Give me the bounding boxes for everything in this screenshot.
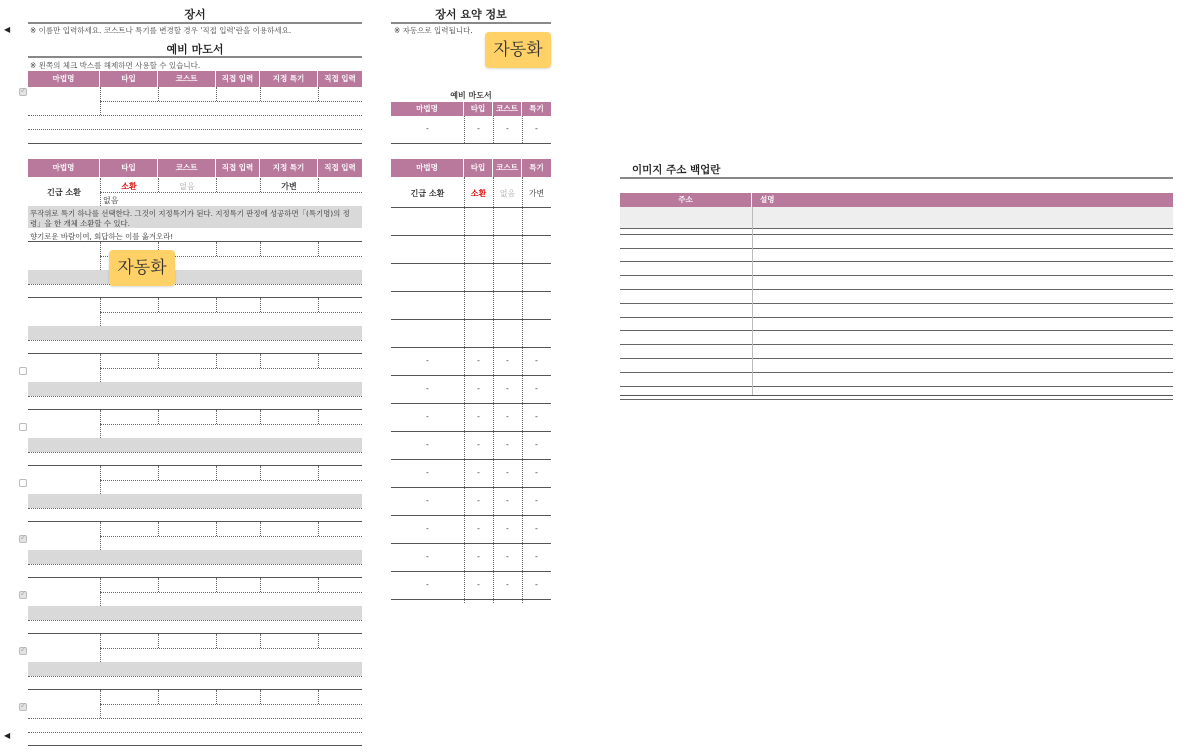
- summary-title-underline: [391, 22, 551, 24]
- summary-header: [391, 159, 551, 177]
- divider: [391, 263, 551, 264]
- summary-cell: -: [426, 580, 429, 589]
- divider: [28, 115, 362, 116]
- spell-checkbox[interactable]: [19, 703, 27, 711]
- spell-checkbox[interactable]: [19, 367, 27, 375]
- summary-cell: -: [535, 524, 538, 533]
- divider: [260, 410, 261, 424]
- summary-spell-cost: 없음: [499, 189, 516, 198]
- divider: [28, 241, 362, 242]
- summary-cell: -: [506, 440, 509, 449]
- spell-cost[interactable]: 없음: [179, 182, 195, 191]
- backup-address-cell[interactable]: [620, 373, 752, 386]
- divider: [100, 592, 362, 593]
- divider: [100, 648, 362, 649]
- backup-address-cell[interactable]: [620, 317, 752, 330]
- divider: [216, 522, 217, 536]
- col-skill: 지정 특기: [260, 71, 318, 87]
- divider: [391, 487, 551, 488]
- divider: [216, 410, 217, 424]
- col-type: 타입: [100, 159, 158, 177]
- divider: [318, 410, 319, 424]
- divider: [216, 298, 217, 312]
- backup-description-cell[interactable]: [753, 207, 1173, 220]
- divider: [318, 522, 319, 536]
- divider: [100, 480, 362, 481]
- divider: [100, 704, 362, 705]
- summary-cell: -: [426, 496, 429, 505]
- col-spell-name: 마법명: [28, 71, 100, 87]
- backup-address-cell[interactable]: [620, 359, 752, 372]
- divider: [100, 536, 362, 537]
- backup-description-cell[interactable]: [753, 262, 1173, 275]
- summary-yebi-title: 예비 마도서: [450, 91, 492, 100]
- backup-description-cell[interactable]: [753, 359, 1173, 372]
- summary-cell: -: [506, 384, 509, 393]
- spell-chant[interactable]: 향기로운 바람이여, 회답하는 이를 옮겨오라!: [30, 232, 174, 241]
- spell-skill[interactable]: 가변: [281, 182, 297, 191]
- divider: [216, 178, 217, 192]
- summary-title: 장서 요약 정보: [435, 8, 507, 21]
- divider: [391, 347, 551, 348]
- backup-description-cell[interactable]: [753, 386, 1173, 399]
- backup-description-cell[interactable]: [753, 304, 1173, 317]
- summary-cell: -: [477, 524, 480, 533]
- divider: [28, 732, 362, 733]
- summary-cell: -: [477, 384, 480, 393]
- summary-cell: -: [506, 524, 509, 533]
- backup-row-line: [620, 399, 1173, 400]
- summary-cell: -: [535, 440, 538, 449]
- divider: [260, 87, 261, 101]
- collapse-arrow-top[interactable]: ◀: [4, 25, 11, 34]
- summary-cell: -: [426, 440, 429, 449]
- spell-description-box[interactable]: [28, 550, 362, 564]
- backup-address-cell[interactable]: [620, 262, 752, 275]
- divider: [391, 375, 551, 376]
- summary-spell-name: 긴급 소환: [410, 189, 445, 198]
- divider: [28, 409, 362, 410]
- backup-description-cell[interactable]: [753, 373, 1173, 386]
- divider: [28, 633, 362, 634]
- summary-cell: -: [535, 552, 538, 561]
- divider: [158, 522, 159, 536]
- summary-cell: -: [535, 468, 538, 477]
- divider: [28, 676, 362, 677]
- jangseo-table-header: [28, 159, 362, 177]
- backup-address-cell[interactable]: [620, 304, 752, 317]
- divider: [158, 578, 159, 592]
- spell-checkbox[interactable]: [19, 479, 27, 487]
- summary-cell: -: [506, 468, 509, 477]
- yebi-title: 예비 마도서: [166, 43, 224, 56]
- divider: [391, 403, 551, 404]
- divider: [28, 508, 362, 509]
- summary-cell: -: [506, 356, 509, 365]
- divider: [391, 543, 551, 544]
- divider: [391, 515, 551, 516]
- summary-cell: -: [477, 552, 480, 561]
- summary-cell: -: [426, 524, 429, 533]
- summary-cell: -: [426, 552, 429, 561]
- divider: [260, 466, 261, 480]
- summary-yebi-type: -: [477, 124, 480, 133]
- divider: [28, 284, 362, 285]
- backup-description-cell[interactable]: [753, 317, 1173, 330]
- divider: [28, 129, 362, 130]
- summary-cell: -: [535, 412, 538, 421]
- col-direct-input: 직접 입력: [216, 159, 260, 177]
- backup-address-cell[interactable]: [620, 345, 752, 358]
- spell-description-box[interactable]: [28, 438, 362, 452]
- backup-description-cell[interactable]: [753, 345, 1173, 358]
- spell-description-box[interactable]: [28, 382, 362, 396]
- col-direct-input-2: 직접 입력: [318, 71, 362, 87]
- summary-cell: -: [426, 412, 429, 421]
- backup-address-cell[interactable]: [620, 290, 752, 303]
- spell-description-box[interactable]: [28, 606, 362, 620]
- backup-description-cell[interactable]: [753, 221, 1173, 234]
- automation-sticky-note-2: 자동화: [485, 32, 551, 68]
- yebi-note: ※ 왼쪽의 체크 박스를 해제하면 사용할 수 있습니다.: [30, 61, 201, 70]
- divider: [158, 178, 159, 192]
- summary-cell: -: [477, 580, 480, 589]
- summary-yebi-cost: -: [506, 124, 509, 133]
- spell-description-line2: 령」을 한 개체 소환할 수 있다.: [30, 219, 131, 228]
- summary-cell: -: [506, 580, 509, 589]
- backup-title: 이미지 주소 백업란: [632, 164, 721, 176]
- divider: [28, 718, 362, 719]
- col-spell-name: 마법명: [28, 159, 100, 177]
- summary-cell: -: [426, 468, 429, 477]
- spell-name[interactable]: 긴급 소환: [47, 188, 81, 197]
- divider: [216, 578, 217, 592]
- backup-address-cell[interactable]: [620, 235, 752, 248]
- backup-description-cell[interactable]: [753, 276, 1173, 289]
- spell-checkbox[interactable]: [19, 591, 27, 599]
- divider: [216, 354, 217, 368]
- jangseo-note: ※ 이름만 입력하세요. 코스트나 특기를 변경할 경우 '직접 입력'란을 이용하세요.: [30, 26, 292, 35]
- spell-description-box[interactable]: [28, 662, 362, 676]
- divider: [158, 634, 159, 648]
- jangseo-title-underline: [28, 22, 362, 24]
- divider: [318, 242, 319, 256]
- backup-title-underline: [620, 177, 1173, 179]
- col-spell-name: 마법명: [391, 102, 464, 116]
- yebi-checkbox[interactable]: [19, 88, 27, 96]
- col-description: 설명: [752, 193, 1173, 207]
- summary-cell: -: [506, 496, 509, 505]
- divider: [158, 298, 159, 312]
- summary-note: ※ 자동으로 입력됩니다.: [394, 26, 473, 35]
- divider: [260, 578, 261, 592]
- divider: [158, 690, 159, 704]
- divider: [260, 178, 261, 192]
- divider: [28, 396, 362, 397]
- summary-cell: -: [477, 440, 480, 449]
- summary-cell: -: [535, 384, 538, 393]
- divider: [100, 312, 362, 313]
- spell-description-box[interactable]: [28, 326, 362, 340]
- col-cost: 코스트: [158, 71, 216, 87]
- divider: [158, 354, 159, 368]
- spell-description-box[interactable]: [28, 494, 362, 508]
- divider: [28, 452, 362, 453]
- col-skill: 특기: [522, 159, 551, 177]
- backup-description-cell[interactable]: [753, 248, 1173, 261]
- divider: [391, 431, 551, 432]
- divider: [318, 87, 319, 101]
- backup-address-cell[interactable]: [620, 207, 752, 220]
- divider: [318, 354, 319, 368]
- spell-checkbox[interactable]: [19, 423, 27, 431]
- divider: [260, 242, 261, 256]
- summary-cell: -: [506, 412, 509, 421]
- yebi-title-underline: [28, 56, 362, 58]
- summary-cell: -: [477, 356, 480, 365]
- divider: [318, 298, 319, 312]
- divider: [28, 353, 362, 354]
- spell-checkbox[interactable]: [19, 535, 27, 543]
- divider: [28, 465, 362, 466]
- col-cost: 코스트: [493, 102, 522, 116]
- backup-description-cell[interactable]: [753, 290, 1173, 303]
- divider: [391, 319, 551, 320]
- divider: [260, 522, 261, 536]
- divider: [28, 577, 362, 578]
- divider: [100, 192, 362, 193]
- summary-yebi-name: -: [426, 124, 429, 133]
- backup-address-cell[interactable]: [620, 386, 752, 399]
- divider: [391, 143, 551, 144]
- divider: [100, 424, 362, 425]
- backup-description-cell[interactable]: [753, 331, 1173, 344]
- divider: [318, 578, 319, 592]
- divider: [216, 242, 217, 256]
- divider: [216, 690, 217, 704]
- summary-cell: -: [506, 552, 509, 561]
- col-address: 주소: [620, 193, 752, 207]
- backup-address-cell[interactable]: [620, 276, 752, 289]
- divider: [158, 87, 159, 101]
- col-direct-input-2: 직접 입력: [318, 159, 362, 177]
- jangseo-title: 장서: [184, 8, 206, 21]
- divider: [391, 207, 551, 208]
- divider: [391, 291, 551, 292]
- col-spell-name: 마법명: [391, 159, 464, 177]
- divider: [216, 466, 217, 480]
- summary-cell: -: [426, 356, 429, 365]
- backup-header: [620, 193, 1173, 207]
- spell-type[interactable]: 소환: [121, 182, 137, 191]
- collapse-arrow-bottom[interactable]: ◀: [4, 731, 11, 740]
- divider: [28, 564, 362, 565]
- col-type: 타입: [464, 159, 493, 177]
- col-direct-input: 직접 입력: [216, 71, 260, 87]
- summary-cell: -: [426, 384, 429, 393]
- divider: [522, 116, 523, 143]
- yebi-table-header: [28, 71, 362, 87]
- divider: [100, 368, 362, 369]
- divider: [28, 143, 362, 144]
- divider: [28, 620, 362, 621]
- summary-cell: -: [477, 468, 480, 477]
- divider: [158, 466, 159, 480]
- col-cost: 코스트: [158, 159, 216, 177]
- divider: [100, 101, 362, 102]
- summary-spell-type: 소환: [470, 189, 487, 198]
- divider: [318, 466, 319, 480]
- divider: [318, 178, 319, 192]
- summary-cell: -: [477, 412, 480, 421]
- divider: [158, 410, 159, 424]
- summary-cell: -: [535, 356, 538, 365]
- divider: [28, 340, 362, 341]
- summary-spell-skill: 가변: [528, 189, 545, 198]
- divider: [391, 571, 551, 572]
- spell-extra[interactable]: 없음: [103, 196, 119, 205]
- divider: [28, 521, 362, 522]
- spell-description-box[interactable]: [28, 270, 362, 284]
- divider: [318, 690, 319, 704]
- backup-address-cell[interactable]: [620, 248, 752, 261]
- spell-checkbox[interactable]: [19, 647, 27, 655]
- divider: [318, 634, 319, 648]
- backup-address-cell[interactable]: [620, 331, 752, 344]
- divider: [391, 459, 551, 460]
- divider: [464, 116, 465, 143]
- summary-yebi-skill: -: [535, 124, 538, 133]
- automation-sticky-note: 자동화: [109, 250, 175, 286]
- divider: [391, 599, 551, 600]
- divider: [28, 745, 362, 746]
- col-type: 타입: [464, 102, 493, 116]
- divider: [216, 87, 217, 101]
- summary-yebi-header: [391, 102, 551, 116]
- summary-cell: -: [477, 496, 480, 505]
- divider: [216, 634, 217, 648]
- spell-description-line1: 무작위로 특기 하나를 선택한다. 그것이 지정특기가 된다. 지정특기 판정에 성공하면「(특기명)의 정: [30, 209, 350, 218]
- divider: [260, 690, 261, 704]
- divider: [28, 689, 362, 690]
- col-cost: 코스트: [493, 159, 522, 177]
- spell-description-box[interactable]: [28, 206, 362, 228]
- divider: [260, 298, 261, 312]
- summary-cell: -: [535, 496, 538, 505]
- col-skill: 지정 특기: [260, 159, 318, 177]
- divider: [260, 354, 261, 368]
- divider: [493, 116, 494, 143]
- backup-address-cell[interactable]: [620, 221, 752, 234]
- divider: [391, 235, 551, 236]
- summary-cell: -: [535, 580, 538, 589]
- col-skill: 특기: [522, 102, 551, 116]
- backup-description-cell[interactable]: [753, 235, 1173, 248]
- divider: [260, 634, 261, 648]
- col-type: 타입: [100, 71, 158, 87]
- divider: [28, 297, 362, 298]
